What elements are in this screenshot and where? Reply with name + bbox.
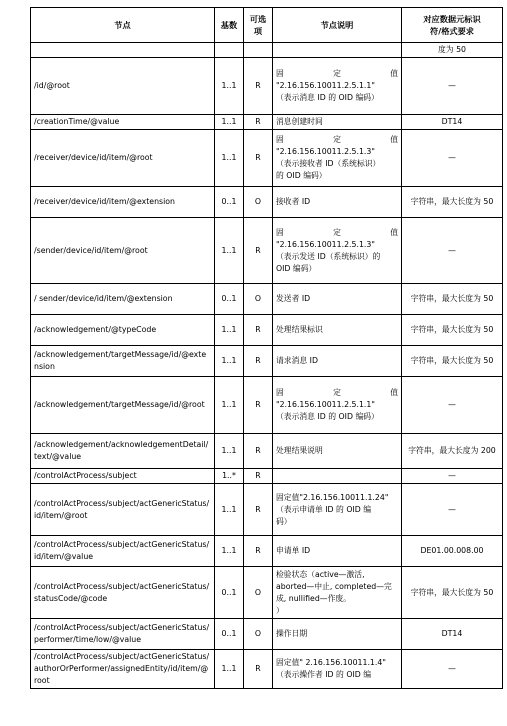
- table-header-row: [31, 8, 503, 43]
- description-cell: [273, 469, 402, 484]
- format-cell: 字符串，最大长度为 50: [402, 346, 503, 377]
- cardinality-cell: 1..1: [215, 536, 244, 567]
- optionality-cell: R: [244, 315, 273, 346]
- cardinality-cell: 0..1: [215, 284, 244, 315]
- cardinality-cell: 1..1: [215, 130, 244, 187]
- table-body: [31, 43, 503, 689]
- format-cell: 字符串，最大长度为 50: [402, 187, 503, 218]
- description-line: 固定值: [276, 227, 398, 237]
- description-line: 固定值: [276, 69, 398, 78]
- description-cell: [273, 619, 402, 650]
- description-line: "2.16.156.10011.2.5.1.3": [276, 239, 375, 249]
- format-cell: —: [402, 130, 503, 187]
- node-path-cell: /acknowledgement/acknowledgementDetail/text/@value: [31, 434, 215, 469]
- table-row: [31, 567, 503, 619]
- node-spec-table: [30, 7, 503, 689]
- cardinality-cell: 0..1: [215, 187, 244, 218]
- format-cell: —: [402, 377, 503, 434]
- description-line: （表示操作者 ID 的 OID 编: [276, 670, 372, 679]
- optionality-cell: O: [244, 619, 273, 650]
- description-line: 检验状态（active—激活,: [276, 569, 365, 579]
- description-line: 操作日期: [276, 629, 308, 638]
- format-cell: 字符串，最大长度为 200: [402, 434, 503, 469]
- optionality-cell: R: [244, 536, 273, 567]
- node-path-cell: /controlActProcess/subject/actGenericStatus/authorOrPerformer/assignedEntity/id/item/@root: [31, 650, 215, 689]
- optionality-cell: R: [244, 377, 273, 434]
- description-cell: [273, 567, 402, 619]
- description-cell: [273, 218, 402, 284]
- header-format: [402, 8, 503, 43]
- node-path-cell: /controlActProcess/subject/actGenericStatus/id/item/@value: [31, 536, 215, 567]
- cardinality-cell: 0..1: [215, 567, 244, 619]
- table-row: [31, 346, 503, 377]
- description-line: 处理结果说明: [276, 446, 323, 455]
- cardinality-cell: 1..1: [215, 650, 244, 689]
- description-line: 码）: [276, 516, 292, 526]
- description-cell: [273, 284, 402, 315]
- table-row: [31, 115, 503, 130]
- optionality-cell: R: [244, 434, 273, 469]
- node-path-cell: /acknowledgement/targetMessage/id/@extension: [31, 346, 215, 377]
- description-line: （表示消息 ID 的 OID 编码）: [276, 412, 379, 421]
- table-row: [31, 619, 503, 650]
- description-cell: [273, 43, 402, 58]
- table-row: [31, 130, 503, 187]
- description-cell: [273, 346, 402, 377]
- header-optional-line2: 项: [253, 26, 263, 36]
- description-line: （表示发送 ID（系统标识）的: [276, 251, 381, 261]
- node-path-cell: /controlActProcess/subject/actGenericStatus/performer/time/low/@value: [31, 619, 215, 650]
- format-cell: —: [402, 469, 503, 484]
- node-path-cell: /creationTime/@value: [31, 115, 215, 130]
- description-cell: [273, 187, 402, 218]
- optionality-cell: R: [244, 484, 273, 536]
- format-cell: —: [402, 218, 503, 284]
- format-cell: —: [402, 58, 503, 115]
- description-cell: [273, 377, 402, 434]
- optionality-cell: O: [244, 284, 273, 315]
- optionality-cell: R: [244, 115, 273, 130]
- cardinality-cell: [215, 43, 244, 58]
- table-row: [31, 218, 503, 284]
- cardinality-cell: 1..*: [215, 469, 244, 484]
- cardinality-cell: 1..1: [215, 434, 244, 469]
- format-cell: DT14: [402, 619, 503, 650]
- table-row: [31, 58, 503, 115]
- optionality-cell: R: [244, 650, 273, 689]
- format-cell: 度为 50: [402, 43, 503, 58]
- optionality-cell: [244, 43, 273, 58]
- node-path-cell: /acknowledgement/targetMessage/id/@root: [31, 377, 215, 434]
- description-line: 处理结果标识: [276, 325, 323, 334]
- description-line: 请求消息 ID: [276, 356, 318, 365]
- description-line: aborted—中止, completed—完: [276, 581, 392, 591]
- description-cell: [273, 536, 402, 567]
- header-cardinality: 基数: [215, 8, 244, 43]
- optionality-cell: R: [244, 218, 273, 284]
- table-row: [31, 315, 503, 346]
- table-row: [31, 650, 503, 689]
- description-line: 固定值" 2.16.156.10011.1.4": [276, 658, 386, 667]
- description-line: "2.16.156.10011.2.5.1.1": [276, 400, 375, 409]
- optionality-cell: O: [244, 187, 273, 218]
- description-line: 固定值"2.16.156.10011.1.24": [276, 492, 389, 502]
- cardinality-cell: 1..1: [215, 346, 244, 377]
- table-row: [31, 187, 503, 218]
- description-cell: [273, 130, 402, 187]
- cardinality-cell: 1..1: [215, 315, 244, 346]
- format-cell: —: [402, 650, 503, 689]
- table-row: [31, 484, 503, 536]
- description-cell: [273, 58, 402, 115]
- cardinality-cell: 1..1: [215, 218, 244, 284]
- node-path-cell: /controlActProcess/subject/actGenericStatus/id/item/@root: [31, 484, 215, 536]
- description-line: 接收者 ID: [276, 197, 311, 206]
- cardinality-cell: 1..1: [215, 377, 244, 434]
- node-path-cell: / sender/device/id/item/@extension: [31, 284, 215, 315]
- node-path-cell: /receiver/device/id/item/@extension: [31, 187, 215, 218]
- header-description: 节点说明: [273, 8, 402, 43]
- header-format-line1: 对应数据元标识: [423, 14, 481, 24]
- description-cell: [273, 315, 402, 346]
- node-path-cell: /controlActProcess/subject: [31, 469, 215, 484]
- optionality-cell: R: [244, 346, 273, 377]
- description-line: 消息创建时间: [276, 117, 323, 126]
- description-cell: [273, 484, 402, 536]
- format-cell: 字符串，最大长度为 50: [402, 315, 503, 346]
- description-line: OID 编码）: [276, 263, 317, 273]
- node-path-cell: [31, 43, 215, 58]
- table-row: [31, 469, 503, 484]
- description-line: （表示接收者 ID（系统标识）: [276, 159, 381, 168]
- format-cell: —: [402, 484, 503, 536]
- description-line: "2.16.156.10011.2.5.1.3": [276, 147, 375, 156]
- description-line: 的 OID 编码）: [276, 171, 327, 180]
- cardinality-cell: 1..1: [215, 484, 244, 536]
- header-node: 节点: [31, 8, 215, 43]
- format-cell: DT14: [402, 115, 503, 130]
- header-optional-line1: 可选: [249, 14, 267, 24]
- node-path-cell: /receiver/device/id/item/@root: [31, 130, 215, 187]
- format-cell: 字符串，最大长度为 50: [402, 284, 503, 315]
- optionality-cell: R: [244, 130, 273, 187]
- format-cell: 字符串，最大长度为 50: [402, 567, 503, 619]
- description-line: 申请单 ID: [276, 546, 311, 555]
- optionality-cell: R: [244, 469, 273, 484]
- cardinality-cell: 1..1: [215, 58, 244, 115]
- optionality-cell: O: [244, 567, 273, 619]
- table-row: [31, 284, 503, 315]
- description-cell: [273, 434, 402, 469]
- node-path-cell: /controlActProcess/subject/actGenericStatus/statusCode/@code: [31, 567, 215, 619]
- header-optional: [244, 8, 273, 43]
- description-line: ）: [276, 605, 284, 615]
- table-row: [31, 434, 503, 469]
- description-line: （表示消息 ID 的 OID 编码）: [276, 93, 379, 102]
- description-cell: [273, 115, 402, 130]
- format-cell: DE01.00.008.00: [402, 536, 503, 567]
- description-cell: [273, 650, 402, 689]
- table-row: [31, 377, 503, 434]
- node-path-cell: /id/@root: [31, 58, 215, 115]
- cardinality-cell: 1..1: [215, 115, 244, 130]
- node-path-cell: /sender/device/id/item/@root: [31, 218, 215, 284]
- node-path-cell: /acknowledgement/@typeCode: [31, 315, 215, 346]
- description-line: "2.16.156.10011.2.5.1.1": [276, 81, 375, 90]
- optionality-cell: R: [244, 58, 273, 115]
- description-line: 固定值: [276, 388, 398, 397]
- table-row: [31, 43, 503, 58]
- description-line: 成, nullified—作废。: [276, 593, 351, 603]
- description-line: 发送者 ID: [276, 294, 311, 303]
- cardinality-cell: 0..1: [215, 619, 244, 650]
- table-row: [31, 536, 503, 567]
- header-format-line2: 符/格式要求: [430, 26, 474, 36]
- description-line: （表示申请单 ID 的 OID 编: [276, 504, 372, 514]
- description-line: 固定值: [276, 135, 398, 144]
